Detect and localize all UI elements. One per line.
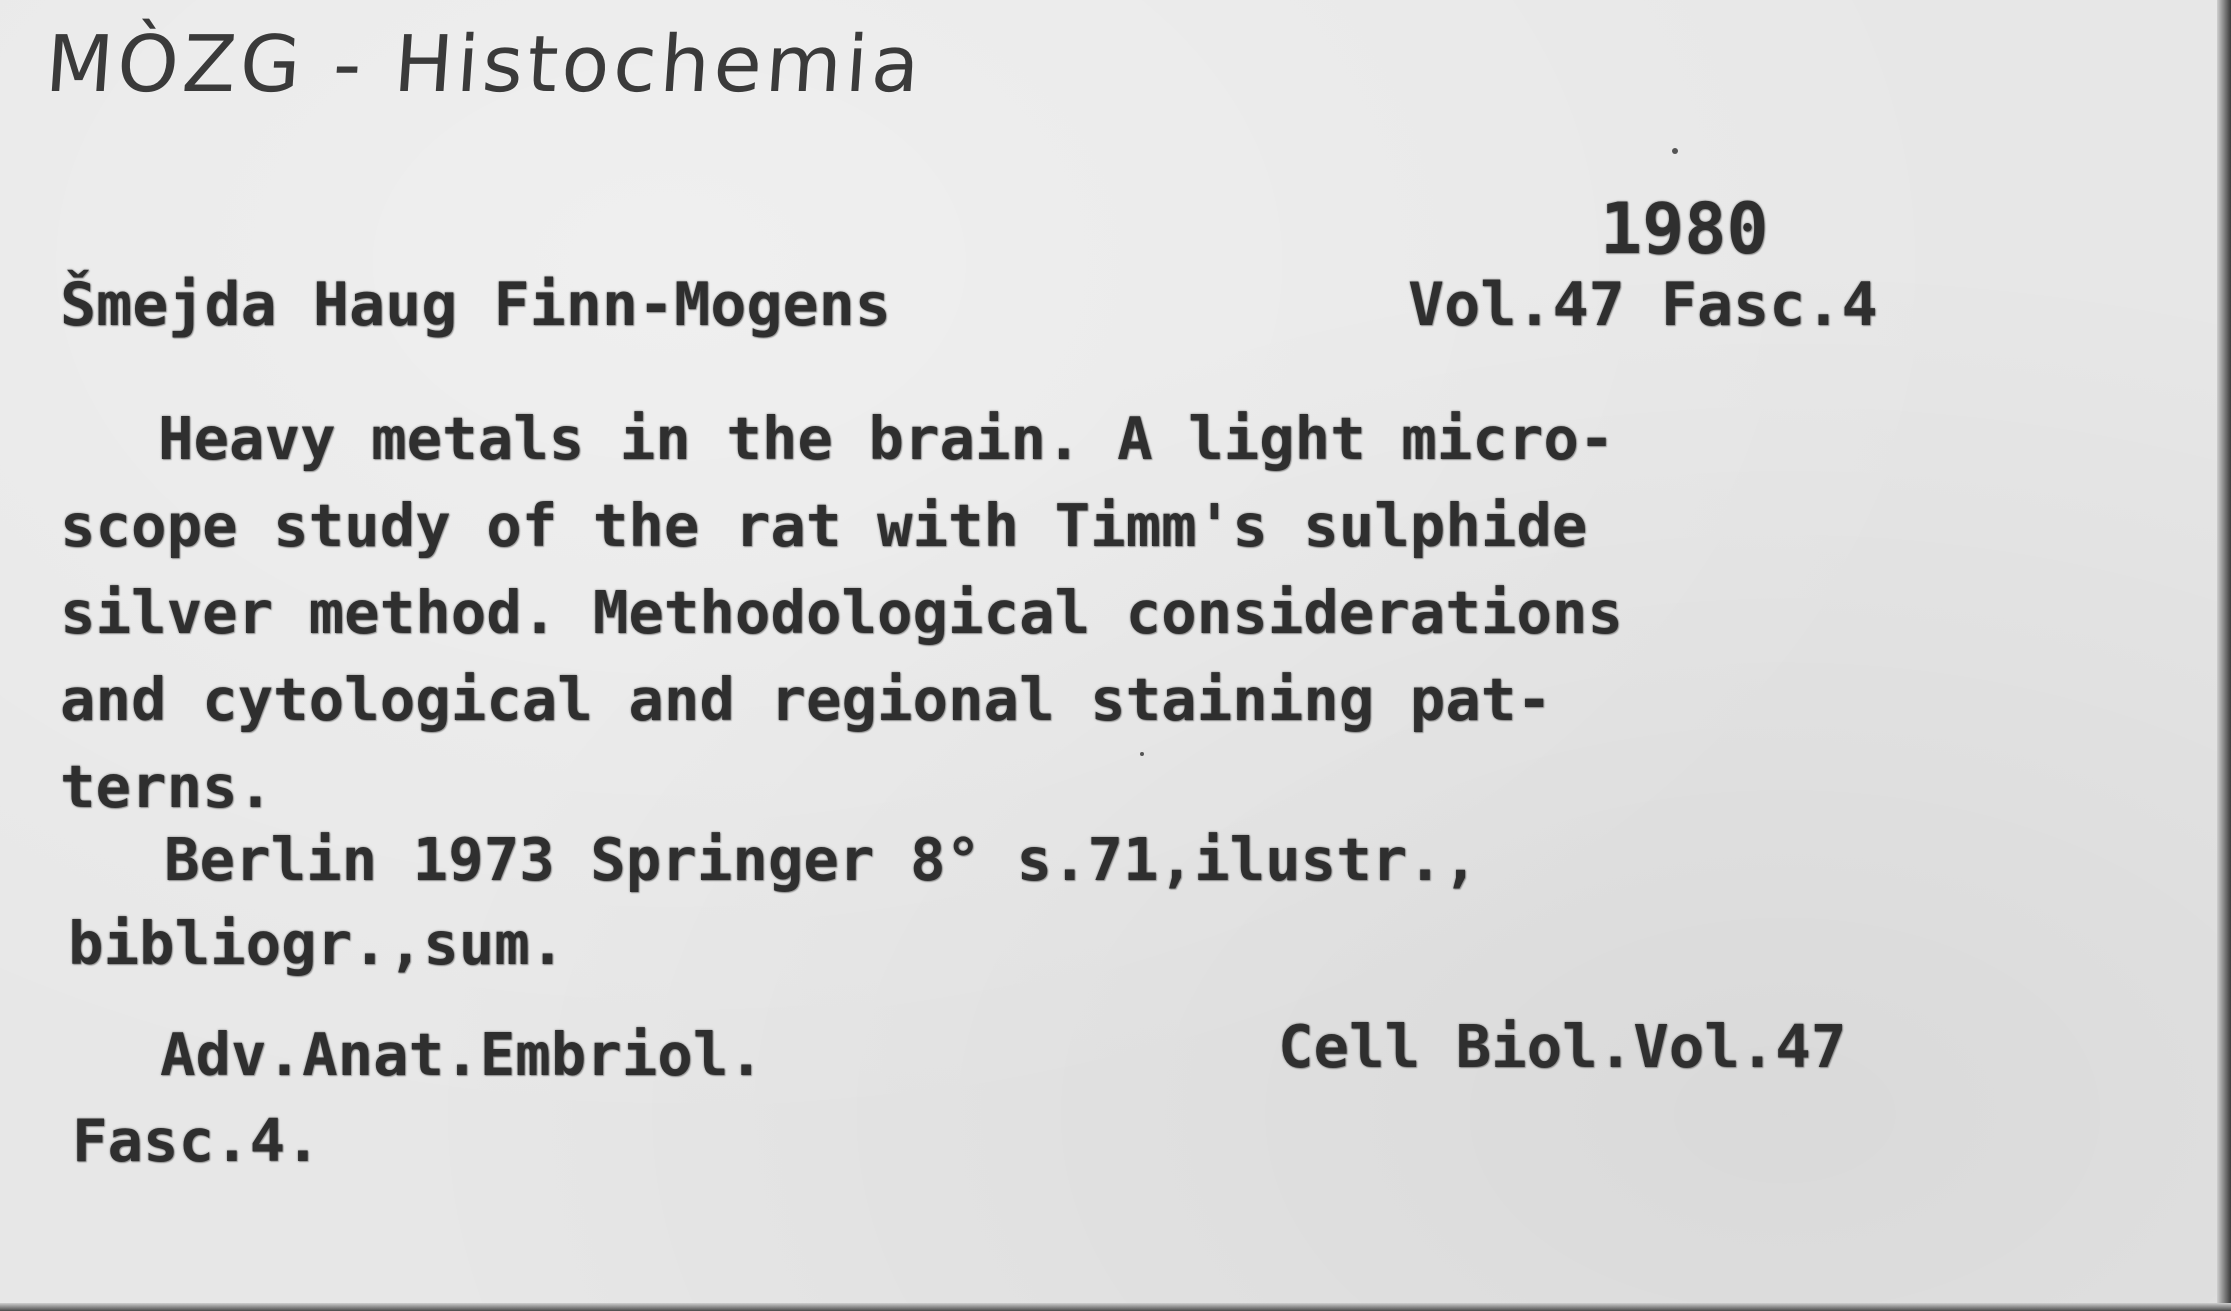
publication-details: [68, 818, 1478, 986]
ink-speck: [1672, 148, 1678, 154]
title-line: scope study of the rat with Timm's sulphide: [60, 491, 1588, 560]
source-journal: Adv.Anat.Embriol.: [160, 1020, 764, 1089]
publication-line: Berlin 1973 Springer 8° s.71,ilustr.,: [164, 825, 1479, 894]
title-line: and cytological and regional staining pat-: [60, 665, 1552, 734]
source-fascicle: Fasc.4.: [72, 1106, 321, 1175]
author-name: Šmejda Haug Finn-Mogens: [60, 270, 891, 340]
card-edge-shadow: [2217, 0, 2231, 1311]
ink-speck: [1140, 752, 1144, 756]
title-line: Heavy metals in the brain. A light micro-: [158, 404, 1615, 473]
source-journal-volume: Cell Biol.Vol.47: [1278, 1012, 1847, 1081]
publication-year: 1980: [1600, 188, 1769, 270]
title-line: silver method. Methodological considerations: [60, 578, 1623, 647]
volume-number: Vol.47 Fasc.4: [1408, 270, 1878, 340]
handwritten-subject-heading: MÒZG - Histochemia: [42, 20, 927, 110]
title-line: terns.: [60, 752, 274, 821]
work-title: [60, 395, 1623, 830]
publication-line: bibliogr.,sum.: [68, 909, 566, 978]
card-edge-shadow: [0, 1303, 2231, 1311]
